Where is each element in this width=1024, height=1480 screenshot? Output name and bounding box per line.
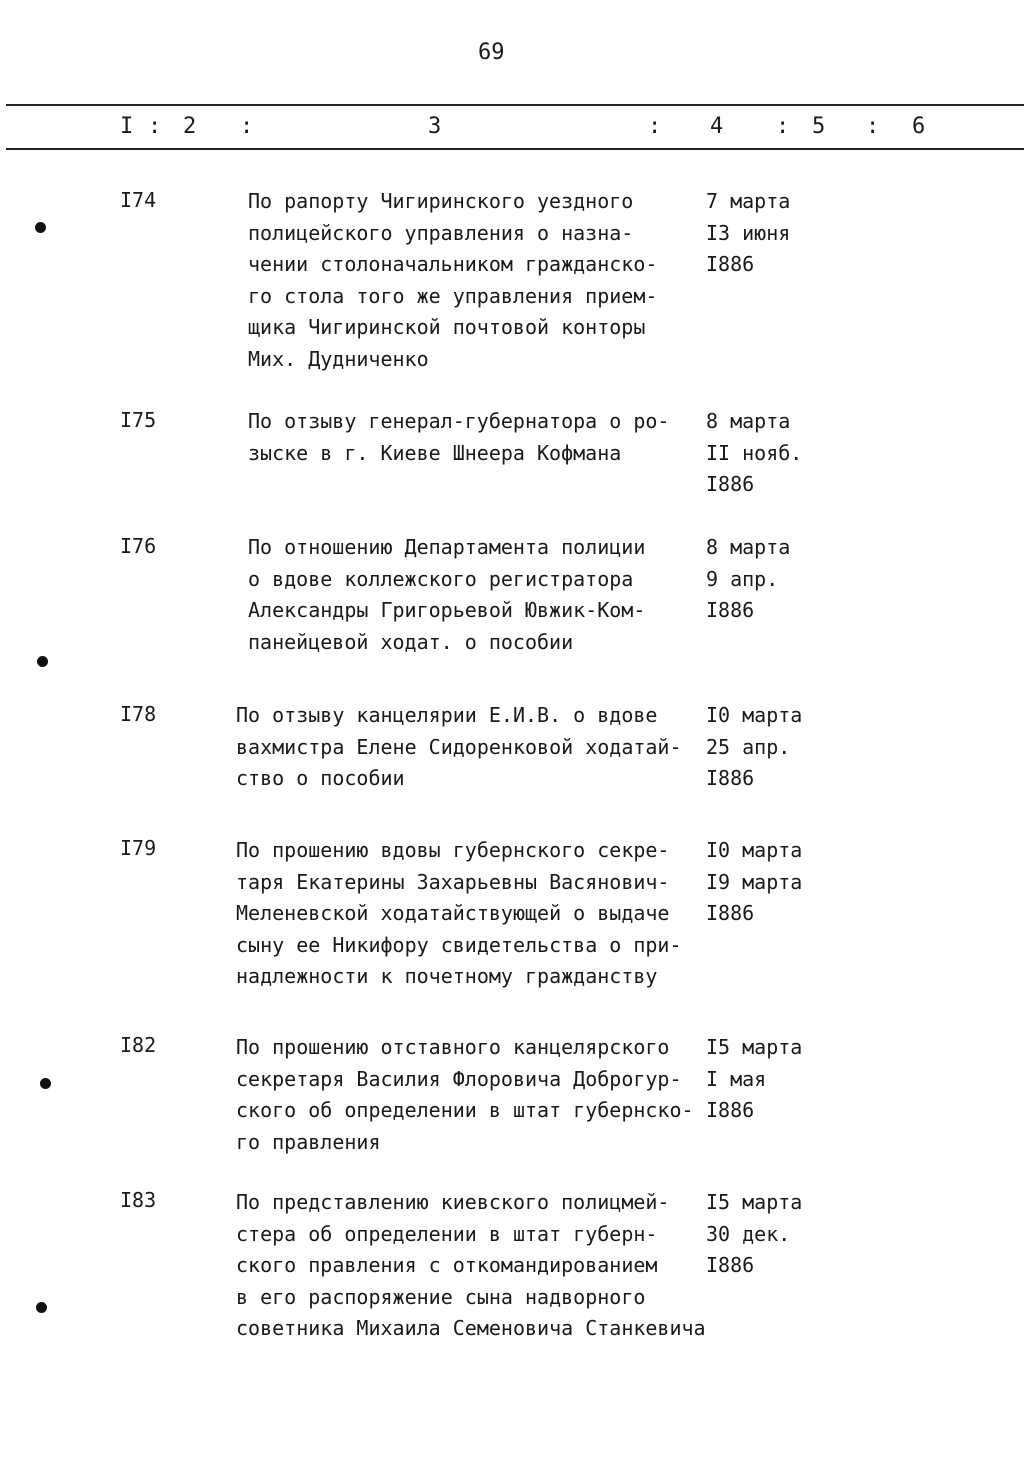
description-line: панейцевой ходат. о пособии	[248, 629, 574, 654]
description-line: чении столоначальником гражданско-	[248, 252, 658, 276]
description-line: го стола того же управления прием-	[248, 283, 658, 308]
end-date: 25 апр.	[706, 734, 791, 759]
description-line: По рапорту Чигиринского уездного	[248, 189, 634, 213]
entry-description	[248, 186, 718, 375]
description-line: вахмистра Елене Сидоренковой ходатай-	[236, 734, 682, 759]
entry-description	[236, 835, 706, 993]
entry-number: I75	[120, 408, 157, 432]
start-date: 8 марта	[706, 535, 791, 559]
year: I886	[706, 1253, 755, 1277]
description-line: о вдове коллежского регистратора	[248, 566, 634, 591]
year: I886	[706, 252, 755, 276]
start-date: I5 марта	[706, 1190, 803, 1214]
description-line: надлежности к почетному гражданству	[236, 964, 658, 988]
description-line: стера об определении в штат губерн-	[236, 1221, 658, 1246]
column-separator: :	[866, 114, 880, 139]
end-date: 30 дек.	[706, 1221, 791, 1246]
column-separator: :	[648, 114, 662, 139]
description-line: По отношению Департамента полиции	[248, 535, 646, 559]
page-number: 69	[478, 40, 505, 65]
entry-number: I74	[120, 188, 157, 212]
entry-number: I79	[120, 836, 157, 860]
description-line: секретаря Василия Флоровича Доброгур-	[236, 1066, 682, 1091]
column-header-6: 6	[912, 114, 926, 139]
column-header-2: 2	[183, 114, 197, 139]
end-date: 9 апр.	[706, 566, 779, 591]
description-line: щика Чигиринской почтовой конторы	[248, 315, 646, 339]
description-line: го правления	[236, 1129, 381, 1154]
entry-number: I76	[120, 534, 157, 558]
description-line: сыну ее Никифору свидетельства о при-	[236, 932, 682, 957]
end-date: I3 июня	[706, 220, 791, 245]
entry-number: I78	[120, 702, 157, 726]
description-line: в его распоряжение сына надворного	[236, 1284, 646, 1309]
entry-number: I82	[120, 1033, 157, 1057]
entry-description	[248, 532, 718, 658]
column-separator: :	[240, 114, 254, 139]
column-header-4: 4	[710, 114, 724, 139]
start-date: I0 марта	[706, 703, 803, 727]
entry-dates	[706, 532, 790, 627]
punch-hole	[37, 656, 48, 667]
entry-description	[236, 700, 706, 795]
description-line: зыске в г. Киеве Шнеера Кофмана	[248, 440, 622, 465]
header-rule-bottom	[6, 148, 1024, 150]
description-line: По отзыву генерал-губернатора о ро-	[248, 409, 670, 433]
entry-dates	[706, 700, 802, 795]
description-line: советника Михаила Семеновича Станкевича	[236, 1316, 706, 1340]
column-header-3: 3	[428, 114, 442, 139]
entry-dates	[706, 1187, 802, 1282]
entry-number: I83	[120, 1188, 157, 1212]
description-line: По прошению отставного канцелярского	[236, 1035, 670, 1059]
description-line: ского правления с откомандированием	[236, 1253, 658, 1277]
start-date: I5 марта	[706, 1035, 803, 1059]
end-date: II нояб.	[706, 440, 803, 465]
year: I886	[706, 472, 755, 496]
entry-description	[236, 1187, 706, 1345]
entry-dates	[706, 406, 802, 501]
year: I886	[706, 598, 755, 622]
start-date: I0 марта	[706, 838, 803, 862]
description-line: Меленевской ходатайствующей о выдаче	[236, 901, 670, 925]
description-line: таря Екатерины Захарьевны Васянович-	[236, 869, 670, 894]
column-separator: :	[148, 114, 162, 139]
description-line: Мих. Дудниченко	[248, 346, 429, 371]
punch-hole	[36, 1302, 47, 1313]
description-line: По представлению киевского полицмей-	[236, 1190, 670, 1214]
description-line: полицейского управления о назна-	[248, 220, 634, 245]
entry-description	[248, 406, 718, 469]
entry-dates	[706, 835, 802, 930]
punch-hole	[35, 222, 46, 233]
column-header-1: I	[120, 114, 134, 139]
end-date: I9 марта	[706, 869, 803, 894]
start-date: 7 марта	[706, 189, 791, 213]
start-date: 8 марта	[706, 409, 791, 433]
year: I886	[706, 766, 755, 790]
column-header-5: 5	[812, 114, 826, 139]
column-separator: :	[776, 114, 790, 139]
year: I886	[706, 1098, 755, 1122]
description-line: ского об определении в штат губернско-	[236, 1098, 694, 1122]
header-rule-top	[6, 104, 1024, 106]
description-line: Александры Григорьевой Ювжик-Ком-	[248, 598, 646, 622]
description-line: По прошению вдовы губернского секре-	[236, 838, 670, 862]
end-date: I мая	[706, 1066, 767, 1091]
description-line: По отзыву канцелярии Е.И.В. о вдове	[236, 703, 658, 727]
punch-hole	[40, 1078, 51, 1089]
description-line: ство о пособии	[236, 766, 405, 790]
entry-description	[236, 1032, 706, 1158]
entry-dates	[706, 1032, 802, 1127]
entry-dates	[706, 186, 790, 281]
year: I886	[706, 901, 755, 925]
